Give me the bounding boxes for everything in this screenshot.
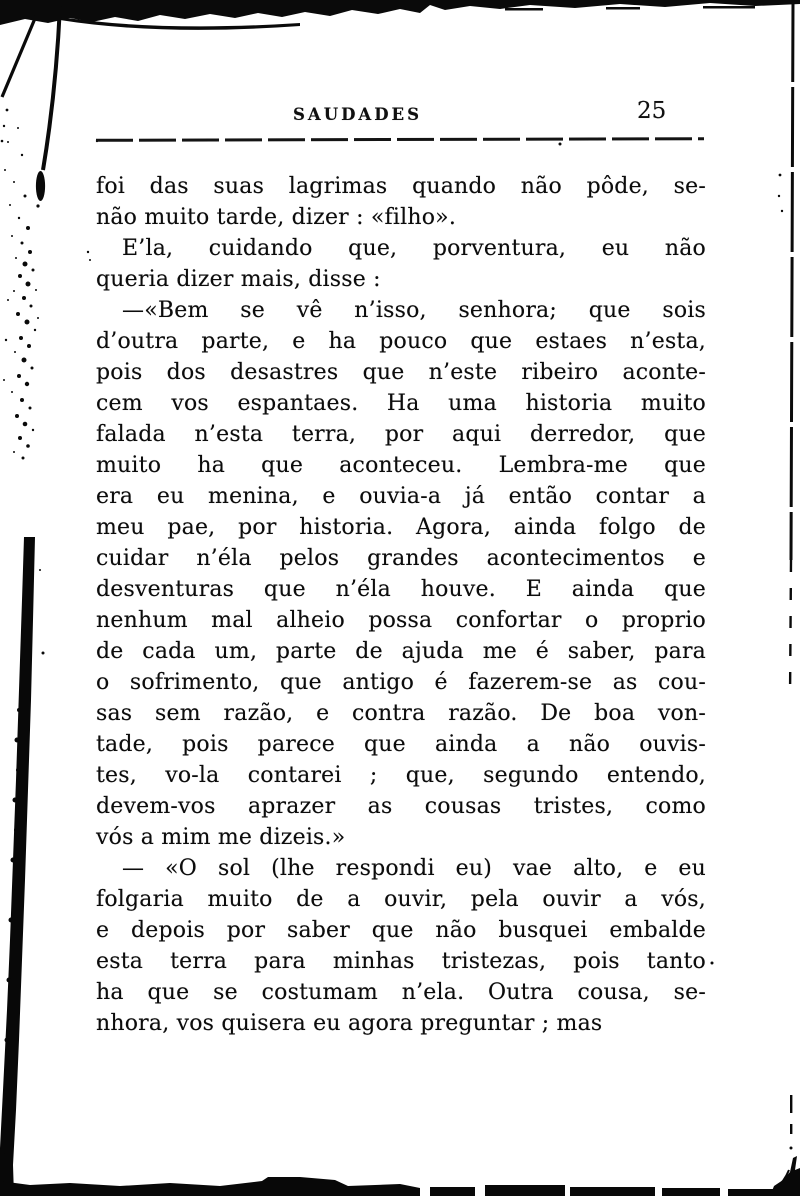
text-line: queria dizer mais, disse : <box>96 267 381 292</box>
scan-artifact-diagonal-scratch <box>1 16 36 142</box>
text-line: —«Bem se vê n’isso, senhora; que sois <box>122 298 706 323</box>
running-header-title: SAUDADES <box>293 105 423 124</box>
text-line: — «O sol (lhe respondi eu) vae alto, e eu <box>122 856 706 881</box>
text-line: d’outra parte, e ha pouco que estaes n’esta, <box>96 329 706 354</box>
text-line: e depois por saber que não busquei embalde <box>96 918 706 943</box>
text-line: E’la, cuidando que, porventura, eu não <box>122 236 706 261</box>
text-line: ha que se costumam n’ela. Outra cousa, se- <box>96 980 706 1005</box>
text-line: foi das suas lagrimas quando não pôde, se- <box>96 174 706 199</box>
scan-artifact-binding-shadow <box>0 537 35 1196</box>
text-line: não muito tarde, dizer : «filho». <box>96 205 457 230</box>
text-line: nhora, vos quisera eu agora preguntar ; mas <box>96 1011 603 1036</box>
text-line: esta terra para minhas tristezas, pois tanto <box>96 949 706 974</box>
scan-artifact-bottom-edge <box>0 1156 800 1196</box>
text-line: o sofrimento, que antigo é fazerem-se as cou- <box>96 670 706 695</box>
page-number: 25 <box>637 98 667 124</box>
text-line: falada n’esta terra, por aqui derredor, que <box>96 422 706 447</box>
scan-artifact-right-edge <box>778 2 793 1150</box>
scan-artifact-top-edge <box>0 0 800 30</box>
text-line: folgaria muito de a ouvir, pela ouvir a vós, <box>96 887 706 912</box>
page-header <box>96 100 706 152</box>
scan-artifact-left-speckles <box>3 127 91 655</box>
text-line: devem-vos aprazer as cousas tristes, como <box>96 794 706 819</box>
text-line: desventuras que n’éla houve. E ainda que <box>96 577 706 602</box>
text-line: cem vos espantaes. Ha uma historia muito <box>96 391 706 416</box>
text-line: tade, pois parece que ainda a não ouvis- <box>96 732 706 757</box>
header-rule <box>96 137 704 141</box>
text-line: era eu menina, e ouvia-a já então contar a <box>96 484 706 509</box>
text-line: sas sem razão, e contra razão. De boa von- <box>96 701 706 726</box>
text-line: pois dos desastres que n’este ribeiro aconte- <box>96 360 706 385</box>
text-line: muito ha que aconteceu. Lembra-me que <box>96 453 706 478</box>
scan-artifact-page-curl <box>36 6 60 208</box>
text-line: de cada um, parte de ajuda me é saber, para <box>96 639 706 664</box>
text-line: vós a mim me dizeis.» <box>96 825 346 850</box>
text-block <box>96 172 706 1040</box>
text-line: cuidar n’éla pelos grandes acontecimentos e <box>96 546 706 571</box>
text-line: nenhum mal alheio possa confortar o proprio <box>96 608 706 633</box>
text-line: tes, vo-la contarei ; que, segundo entendo, <box>96 763 706 788</box>
text-line: meu pae, por historia. Agora, ainda folgo de <box>96 515 706 540</box>
